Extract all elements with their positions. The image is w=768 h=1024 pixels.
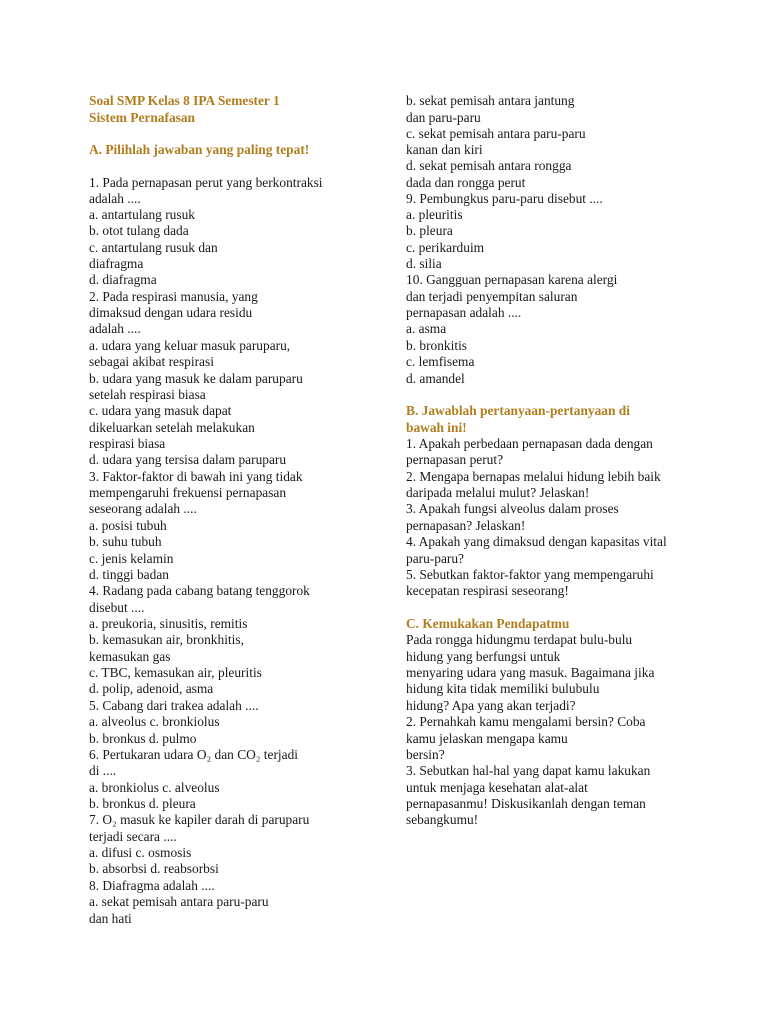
text-line: Pada rongga hidungmu terdapat bulu-bulu — [406, 632, 633, 647]
text-line: pernapasan adalah .... — [406, 305, 522, 320]
section-heading: bawah ini! — [406, 420, 467, 435]
text-line: d. polip, adenoid, asma — [89, 681, 214, 696]
text-line: hidung yang berfungsi untuk — [406, 649, 561, 664]
section-heading: B. Jawablah pertanyaan-pertanyaan di — [406, 403, 630, 418]
text-line: 10. Gangguan pernapasan karena alergi — [406, 272, 618, 287]
text-line: di .... — [89, 763, 117, 778]
text-line: b. sekat pemisah antara jantung — [406, 93, 575, 108]
text-line: a. antartulang rusuk — [89, 207, 195, 222]
text-line: b. bronkitis — [406, 338, 468, 353]
section-heading: A. Pilihlah jawaban yang paling tepat! — [89, 142, 310, 157]
text-line: kecepatan respirasi seseorang! — [406, 583, 569, 598]
text-line: 6. Pertukaran udara O₂ dan CO₂ terjadi — [89, 747, 299, 762]
text-line: a. udara yang keluar masuk paruparu, — [89, 338, 291, 353]
section-heading: Sistem Pernafasan — [89, 110, 196, 125]
text-line: adalah .... — [89, 321, 141, 336]
text-line: 1. Pada pernapasan perut yang berkontraksi — [89, 175, 323, 190]
text-line: hidung kita tidak memiliki bulubulu — [406, 681, 600, 696]
text-line: 3. Apakah fungsi alveolus dalam proses — [406, 501, 619, 516]
text-line: a. posisi tubuh — [89, 518, 167, 533]
text-line: b. suhu tubuh — [89, 534, 162, 549]
text-line: dan hati — [89, 911, 132, 926]
text-line: a. alveolus c. bronkiolus — [89, 714, 220, 729]
text-line: b. bronkus d. pulmo — [89, 731, 197, 746]
text-line: b. udara yang masuk ke dalam paruparu — [89, 371, 303, 386]
text-line: untuk menjaga kesehatan alat-alat — [406, 780, 588, 795]
text-line: a. preukoria, sinusitis, remitis — [89, 616, 248, 631]
text-line: d. diafragma — [89, 272, 157, 287]
text-line: disebut .... — [89, 600, 145, 615]
text-line: 2. Mengapa bernapas melalui hidung lebih baik — [406, 469, 661, 484]
text-line: a. asma — [406, 321, 447, 336]
text-line: b. bronkus d. pleura — [89, 796, 196, 811]
text-line: d. tinggi badan — [89, 567, 169, 582]
text-line: pernapasan? Jelaskan! — [406, 518, 526, 533]
text-line: respirasi biasa — [89, 436, 166, 451]
text-line: c. antartulang rusuk dan — [89, 240, 218, 255]
text-line: dan paru-paru — [406, 110, 481, 125]
text-line: 4. Radang pada cabang batang tenggorok — [89, 583, 310, 598]
text-line: pernapasanmu! Diskusikanlah dengan teman — [406, 796, 646, 811]
section-heading: Soal SMP Kelas 8 IPA Semester 1 — [89, 93, 280, 108]
text-line: setelah respirasi biasa — [89, 387, 206, 402]
text-line: c. lemfisema — [406, 354, 475, 369]
text-line: d. silia — [406, 256, 442, 271]
text-line: c. perikarduim — [406, 240, 485, 255]
text-line: dan terjadi penyempitan saluran — [406, 289, 578, 304]
text-line: diafragma — [89, 256, 144, 271]
text-line: a. bronkiolus c. alveolus — [89, 780, 220, 795]
text-line: c. sekat pemisah antara paru-paru — [406, 126, 586, 141]
text-line: d. udara yang tersisa dalam paruparu — [89, 452, 287, 467]
text-line: b. absorbsi d. reabsorbsi — [89, 861, 219, 876]
text-line: a. pleuritis — [406, 207, 463, 222]
text-line: kanan dan kiri — [406, 142, 483, 157]
text-line: bersin? — [406, 747, 445, 762]
text-line: 3. Sebutkan hal-hal yang dapat kamu lakukan — [406, 763, 651, 778]
text-line: b. kemasukan air, bronkhitis, — [89, 632, 244, 647]
text-line: 2. Pernahkah kamu mengalami bersin? Coba — [406, 714, 646, 729]
text-line: kemasukan gas — [89, 649, 171, 664]
text-line: menyaring udara yang masuk. Bagaimana jika — [406, 665, 655, 680]
text-line: c. udara yang masuk dapat — [89, 403, 232, 418]
text-line: a. difusi c. osmosis — [89, 845, 192, 860]
text-line: 2. Pada respirasi manusia, yang — [89, 289, 258, 304]
text-line: mempengaruhi frekuensi pernapasan — [89, 485, 287, 500]
text-line: sebagai akibat respirasi — [89, 354, 214, 369]
text-line: 5. Cabang dari trakea adalah .... — [89, 698, 259, 713]
text-line: pernapasan perut? — [406, 452, 504, 467]
text-line: 4. Apakah yang dimaksud dengan kapasitas vital — [406, 534, 667, 549]
text-line: d. amandel — [406, 371, 465, 386]
text-line: b. pleura — [406, 223, 453, 238]
text-line: d. sekat pemisah antara rongga — [406, 158, 572, 173]
text-line: a. sekat pemisah antara paru-paru — [89, 894, 269, 909]
text-line: paru-paru? — [406, 551, 464, 566]
text-line: dikeluarkan setelah melakukan — [89, 420, 255, 435]
text-line: sebangkumu! — [406, 812, 479, 827]
text-line: c. TBC, kemasukan air, pleuritis — [89, 665, 262, 680]
text-line: seseorang adalah .... — [89, 501, 197, 516]
text-line: daripada melalui mulut? Jelaskan! — [406, 485, 590, 500]
text-line: terjadi secara .... — [89, 829, 177, 844]
text-line: 5. Sebutkan faktor-faktor yang mempengaruhi — [406, 567, 654, 582]
text-line: b. otot tulang dada — [89, 223, 189, 238]
text-line: 8. Diafragma adalah .... — [89, 878, 215, 893]
text-line: adalah .... — [89, 191, 141, 206]
text-line: dada dan rongga perut — [406, 175, 526, 190]
text-line: c. jenis kelamin — [89, 551, 174, 566]
text-line: hidung? Apa yang akan terjadi? — [406, 698, 576, 713]
text-line: kamu jelaskan mengapa kamu — [406, 731, 568, 746]
text-line: dimaksud dengan udara residu — [89, 305, 253, 320]
text-line: 9. Pembungkus paru-paru disebut .... — [406, 191, 603, 206]
text-line: 7. O₂ masuk ke kapiler darah di paruparu — [89, 812, 310, 827]
text-line: 1. Apakah perbedaan pernapasan dada dengan — [406, 436, 653, 451]
section-heading: C. Kemukakan Pendapatmu — [406, 616, 570, 631]
text-line: 3. Faktor-faktor di bawah ini yang tidak — [89, 469, 303, 484]
